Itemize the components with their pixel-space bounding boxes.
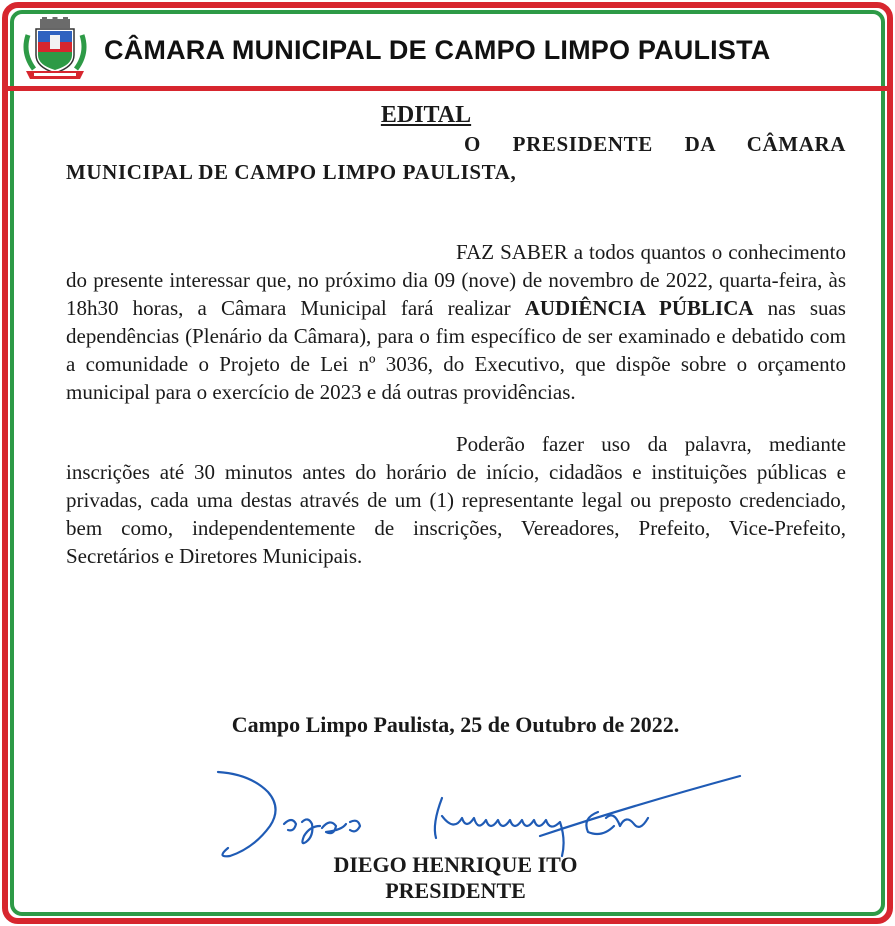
audiencia-publica-emphasis: AUDIÊNCIA PÚBLICA (524, 296, 754, 320)
place-and-date: Campo Limpo Paulista, 25 de Outubro de 2022. (231, 712, 680, 737)
municipal-coat-of-arms-icon (20, 17, 90, 83)
chamber-title: CÂMARA MUNICIPAL DE CAMPO LIMPO PAULISTA (104, 34, 771, 65)
edital-body (66, 100, 846, 570)
document-header (14, 14, 881, 86)
paragraph-text-before: FAZ SABER a todos quantos o conhecimento do presente interessar que, no próximo dia 09 (nove) de novembro de 2022, quarta-feira, às 18h30 horas, a Câmara Municipal fará realizar (66, 240, 846, 320)
signatory-role: PRESIDENTE (385, 878, 526, 903)
header-divider (4, 86, 891, 91)
handwritten-signature (210, 766, 750, 866)
document-heading: EDITAL (380, 102, 472, 128)
signatory-name: DIEGO HENRIQUE ITO (333, 852, 578, 877)
announcement-paragraph (66, 238, 846, 406)
signatory-block (0, 852, 895, 904)
participation-paragraph: Poderão fazer uso da palavra, mediante inscrições até 30 minutos antes do horário de início, cidadãos e instituições públicas e privadas, cada uma destas através de um (1) representante legal ou preposto credenciado, bem como, independentemente de inscrições, Vereadores, Prefeito, Vice-Prefeito, Secretários e Diretores Municipais. (66, 432, 846, 568)
presidente-line: O PRESIDENTE DA CÂMARA MUNICIPAL DE CAMPO LIMPO PAULISTA, (66, 132, 846, 184)
paragraph-text-after: nas suas dependências (Plenário da Câmara), para o fim específico de ser examinado e debatido com a comunidade o Projeto de Lei nº 3036, do Executivo, que dispõe sobre o orçamento municipal para o exercício de 2023 e dá outras providências. (66, 296, 846, 404)
